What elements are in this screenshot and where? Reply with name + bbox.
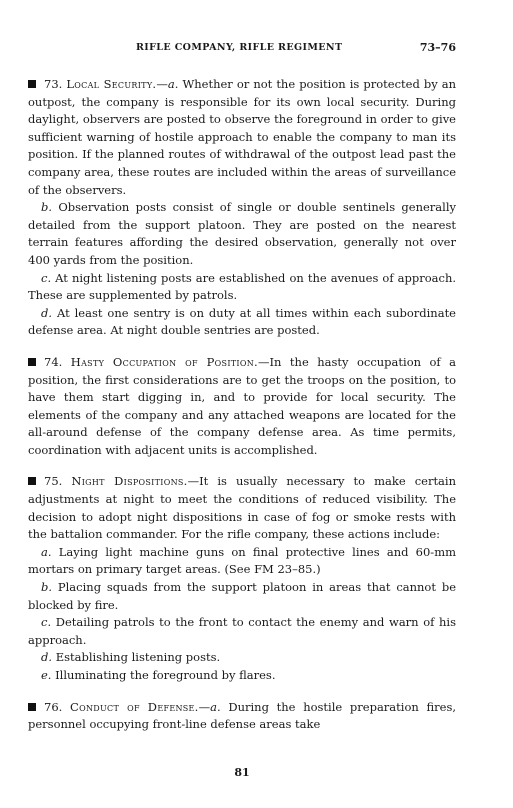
item-letter: a. xyxy=(41,544,52,559)
item-letter: d. xyxy=(41,650,53,665)
running-header xyxy=(28,42,456,58)
item-letter: e. xyxy=(41,668,52,682)
sub-letter: a. xyxy=(167,77,179,91)
page-number: 81 xyxy=(234,766,250,779)
subparagraph-text: At night listening posts are established on the avenues of approach. These are supplemented by patrols. xyxy=(28,270,457,303)
body-text xyxy=(28,76,456,734)
item-letter: c. xyxy=(41,615,52,630)
heading-dash: — xyxy=(198,699,211,714)
list-item-75c xyxy=(28,614,456,649)
section-heading: Local Security. xyxy=(66,77,157,91)
item-text: Establishing listening posts. xyxy=(55,650,221,665)
subparagraph-text: At least one sentry is on duty at all times within each subordinate defense area. At night double sentries are posted. xyxy=(28,305,456,338)
document-page xyxy=(28,0,456,808)
running-title: RIFLE COMPANY, RIFLE REGIMENT xyxy=(136,42,343,53)
paragraph-76 xyxy=(28,699,456,734)
section-number: 75. xyxy=(44,474,63,489)
paragraph-text: During the hostile preparation fires, personnel occupying front-line defense areas take xyxy=(28,699,457,732)
list-item-75b xyxy=(28,579,456,614)
bullet-icon xyxy=(28,703,36,711)
sub-letter: a. xyxy=(210,699,221,714)
subparagraph-73d xyxy=(28,305,456,340)
bullet-icon xyxy=(28,477,36,485)
paragraph-text: Whether or not the position is protected by an outpost, the company is responsible for its own local security. During daylight, observers are posted to observe the foreground in order to give sufficient warning of hostile approach to enable the company to man its position. If the planned routes of withdrawal of the outpost lead past the company area, these routes are included within the areas of surveillance of the observers. xyxy=(28,77,457,197)
paragraph-range: 73–76 xyxy=(419,41,456,54)
item-text: Placing squads from the support platoon in areas that cannot be blocked by fire. xyxy=(28,580,456,612)
paragraph-text: It is usually necessary to make certain adjustments at night to meet the conditions of reduced visibility. The decision to adopt night dispositions in case of fog or smoke rests with the battalion commander. For the rifle company, these actions include: xyxy=(28,474,457,542)
list-item-75d xyxy=(28,649,456,667)
bullet-icon xyxy=(28,80,36,88)
section-heading: Conduct of Defense. xyxy=(70,699,199,714)
item-text: Laying light machine guns on final protective lines and 60-mm mortars on primary target areas. (See FM 23–85.) xyxy=(28,544,456,577)
bullet-icon xyxy=(28,358,36,366)
section-number: 74. xyxy=(44,354,63,369)
item-text: Illuminating the foreground by flares. xyxy=(55,668,276,682)
list-item-75e xyxy=(28,667,456,685)
section-number: 76. xyxy=(44,699,63,714)
sub-letter: d. xyxy=(41,305,53,320)
list-item-75a xyxy=(28,544,456,579)
section-number: 73. xyxy=(44,77,63,91)
heading-dash: — xyxy=(156,77,168,91)
paragraph-text: In the hasty occupation of a position, the first considerations are to get the troops on the position, to have them start digging in, and to provide for local security. The elements of the company and any attached weapons are located for the all-around defense of the company defense area. As time permits, coordination with adjacent units is accomplished. xyxy=(28,354,456,457)
paragraph-73 xyxy=(28,76,456,199)
section-heading: Night Dispositions. xyxy=(71,474,188,489)
subparagraph-73b xyxy=(28,199,456,269)
sub-letter: b. xyxy=(41,200,53,215)
heading-dash: — xyxy=(187,474,200,489)
section-heading: Hasty Occupation of Position. xyxy=(70,354,258,369)
paragraph-74 xyxy=(28,354,456,460)
paragraph-75 xyxy=(28,473,456,543)
subparagraph-73c xyxy=(28,270,456,305)
sub-letter: c. xyxy=(41,270,52,285)
subparagraph-text: Observation posts consist of single or double sentinels generally detailed from the support platoon. They are posted on the nearest terrain features affording the desired observation, generally not over 400 yards from the position. xyxy=(28,200,456,267)
heading-dash: — xyxy=(258,354,270,369)
item-letter: b. xyxy=(41,580,53,595)
item-text: Detailing patrols to the front to contact the enemy and warn of his approach. xyxy=(28,615,457,647)
